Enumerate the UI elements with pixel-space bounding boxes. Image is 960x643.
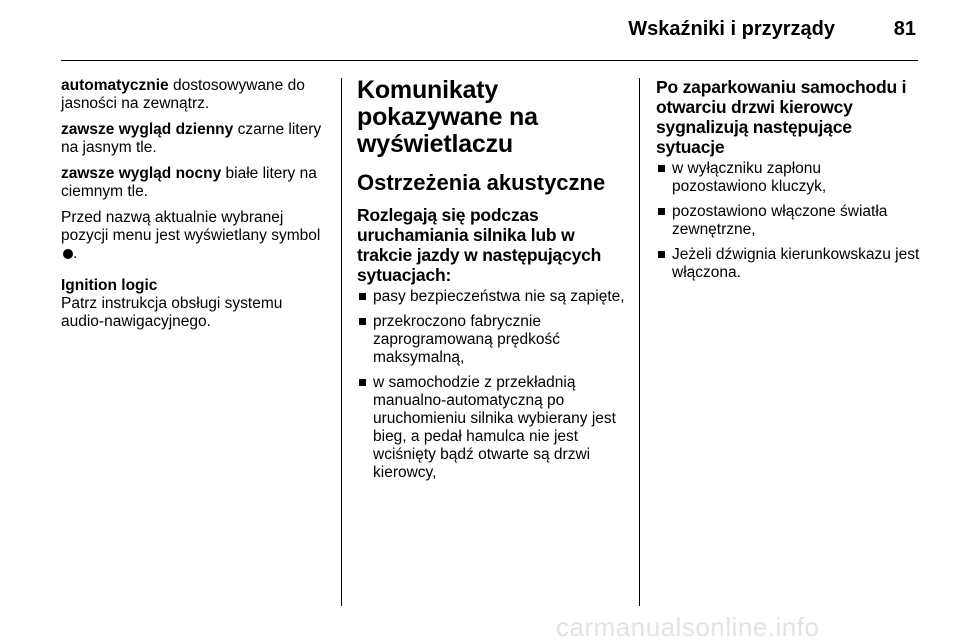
ignition-logic-text: Patrz instrukcja obsługi systemu audio-nawigacyjnego.: [61, 295, 283, 330]
list-item: [357, 313, 629, 367]
header-rule: [61, 60, 918, 61]
parking-heading: Po zaparkowaniu samochodu i otwarciu drzwi kierowcy sygnalizują następujące sytuacje: [656, 77, 907, 157]
bullet-square-icon: [359, 318, 366, 325]
term-day-mode: zawsze wygląd dzienny: [61, 121, 234, 138]
filled-circle-icon: [63, 249, 73, 259]
menu-symbol-period: .: [73, 245, 78, 262]
menu-symbol-text: Przed nazwą aktualnie wybranej pozycji menu jest wyświetlany symbol: [61, 209, 321, 244]
paragraph-menu-symbol: [61, 209, 329, 263]
watermark: carmanualsonline.info: [556, 612, 820, 642]
section-title: Komunikaty pokazywane na wyświetlaczu: [357, 76, 538, 158]
paragraph-automatic: [61, 77, 329, 113]
ignition-logic-heading: Ignition logic: [61, 277, 158, 294]
column-left: [61, 77, 329, 331]
definition-night-mode: białe litery na ciemnym tle.: [61, 165, 317, 200]
bullet-square-icon: [359, 293, 366, 300]
list-item: [357, 374, 629, 482]
list-item-text: przekroczono fabrycznie zaprogramowaną prędkość maksymalną,: [373, 313, 560, 366]
page-number: 81: [893, 18, 916, 40]
column-divider-2: [639, 78, 640, 606]
list-item: [357, 288, 629, 306]
column-middle: [357, 77, 629, 489]
list-item-text: pasy bezpieczeństwa nie są zapięte,: [373, 288, 625, 305]
list-item-text: Jeżeli dźwignia kierunkowskazu jest włączona.: [672, 246, 920, 281]
list-item-text: w samochodzie z przekładnią manualno-automatyczną po uruchomieniu silnika wybierany jest bieg, a pedał hamulca nie jest wciśnięty bądź otwarte są drzwi kierowcy,: [373, 374, 616, 481]
parking-list: [656, 160, 920, 282]
bullet-square-icon: [359, 379, 366, 386]
bullet-square-icon: [658, 208, 665, 215]
list-item: [656, 160, 920, 196]
bullet-square-icon: [658, 251, 665, 258]
term-night-mode: zawsze wygląd nocny: [61, 165, 222, 182]
paragraph-night-mode: [61, 165, 329, 201]
list-item-text: pozostawiono włączone światła zewnętrzne,: [672, 203, 888, 238]
bullet-square-icon: [658, 165, 665, 172]
list-item: [656, 246, 920, 282]
subsection-title: Ostrzeżenia akustyczne: [357, 170, 606, 195]
subsection-heading: Rozlegają się podczas uruchamiania silnika lub w trakcie jazdy w następujących sytuacjach:: [357, 205, 602, 285]
header-title: Wskaźniki i przyrządy: [628, 18, 835, 40]
column-divider-1: [341, 78, 342, 606]
warning-list: [357, 288, 629, 482]
paragraph-day-mode: [61, 121, 329, 157]
column-right: [656, 77, 920, 289]
definition-day-mode: czarne litery na jasnym tle.: [61, 121, 322, 156]
definition-automatic: dostosowywane do jasności na zewnątrz.: [61, 77, 305, 112]
list-item: [656, 203, 920, 239]
list-item-text: w wyłączniku zapłonu pozostawiono kluczyk,: [672, 160, 827, 195]
term-automatic: automatycznie: [61, 77, 169, 94]
